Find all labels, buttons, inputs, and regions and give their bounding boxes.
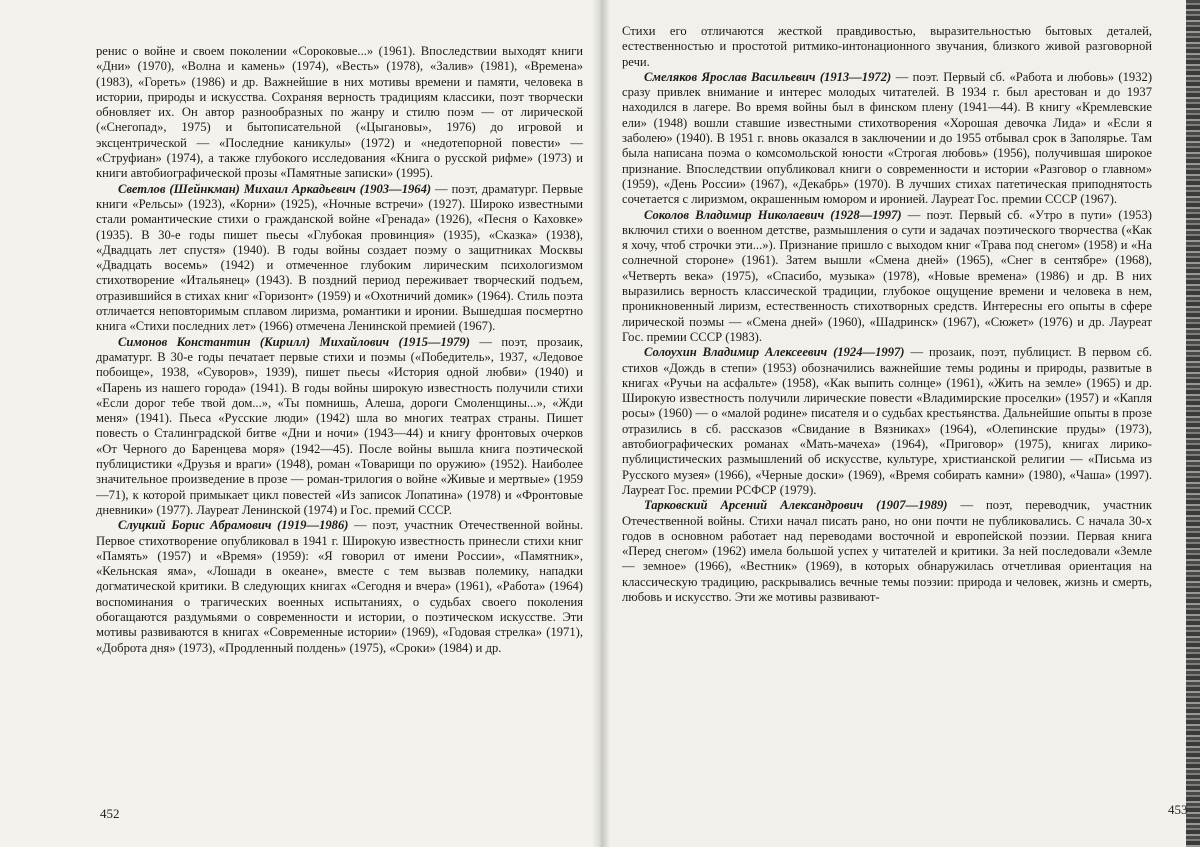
page-number: 452: [100, 806, 120, 821]
entry-paragraph: [96, 182, 583, 335]
entry-text: — поэт, прозаик, драматург. В 30-е годы печатает первые стихи и поэмы («Победитель», 1937, «Ледовое побоище», 1938, «Суворов», 1939), пишет пьесы «История одной любви» (1940) и «Парень из нашего города» (1941). В годы войны широкую известность получили стихи «Если дорог тебе твой дом...», «Ты помнишь, Алеша, дороги Смоленщины...», «Жди меня» (1941). Пьеса «Русские люди» (1942) шла во многих театрах страны. Пишет повесть о Сталинградской битве «Дни и ночи» (1943—44) и книгу фронтовых очерков «От Черного до Баренцева моря» (1942—45). После войны вышла книга поэтической публицистики «Друзья и враги» (1948), роман «Товарищи по оружию» (1952). Наиболее значительное произведение в прозе — роман-трилогия о войне «Живые и мертвые» (1959—71), к которой примыкает цикл повестей «Из записок Лопатина» (1978) и «Фронтовые дневники» (1977). Лауреат Ленинской (1974) и Гос. премий СССР.: [96, 334, 583, 517]
entry-paragraph: [622, 70, 1152, 208]
entry-text: — поэт. Первый сб. «Работа и любовь» (1932) сразу привлек внимание и интерес молодых читателей. В 1934 г. был арестован и до 1937 находился в лагере. Во время войны был в финском плену (1941—44). В книгу «Кремлевские ели» (1948) вошли ставшие известными стихотворения «Хорошая девочка Лида» и «Если я заболею» (1940). В 1951 г. вновь оказался в заключении и до 1955 отбывал срок в Заполярье. Там была написана поэма о комсомольской юности «Строгая любовь» (1956), получившая широкое признание. Впоследствии опубликовал книги о современности и истории «Разговор о главном» (1959), «День России» (1967), «Декабрь» (1970). В лучших стихах патетическая приподнятость сочетается с лиризмом, окрашенным юмором и иронией. Лауреат Гос. премии СССР (1967).: [622, 69, 1152, 207]
entry-name: Соколов Владимир Николаевич (1928—1997): [644, 207, 902, 222]
entry-text: — поэт. Первый сб. «Утро в пути» (1953) включил стихи о военном детстве, размышления о сути и задачах поэтического творчества («Как я хочу, чтоб строчки эти...»). Признание пришло с выходом книг «Трава под снегом» (1958) и «На солнечной стороне» (1961). Затем вышли «Смена дней» (1965), «Снег в сентябре» (1968), «Четверть века» (1975), «Спасибо, музыка» (1978), «Новые времена» (1986) и др. В них выразились верность классической традиции, глубокое ощущение времени и человека в нем, проникновенный лиризм, естественность стихотворных средств. Интересны его опыты в сфере лирической поэмы — «Смена дней» (1960), «Шадринск» (1967), «Сюжет» (1976) и др. Лауреат Гос. премии СССР (1983).: [622, 207, 1152, 344]
entry-paragraph: [96, 44, 583, 182]
entry-name: Тарковский Арсений Александрович (1907—1989): [644, 498, 948, 513]
entry-text: — поэт, переводчик, участник Отечественной войны. Стихи начал писать рано, но они почти не публиковались. С начала 30-х годов в основном работает над переводами восточной и европейской поэзии. Первая книга «Перед снегом» (1962) имела большой успех у читателей и критики. За ней последовали «Земле — земное» (1966), «Вестник» (1969), в которых обнаружилась отчетливая ориентация на классическую традицию, раскрывались вечные темы поэзии: природа и человек, жизнь и смерть, любовь и искусство. Эти же мотивы развивают-: [622, 498, 1152, 604]
right-page: [600, 0, 1200, 847]
left-page-text-column: [96, 44, 583, 814]
entry-text: — поэт, драматург. Первые книги «Рельсы» (1923), «Корни» (1925), «Ночные встречи» (1927). Широко известными стали романтические стихи о гражданской войне «Гренада» (1926), «Песня о Каховке» (1935). В 30-е годы пишет пьесы «Глубокая провинция» (1935), «Сказка» (1938), «Двадцать лет спустя» (1940). В годы войны создает поэму о защитниках Москвы «Двадцать восемь» (1942) и отмеченное глубоким лирическим психологизмом стихотворение «Итальянец» (1943). В поздний период переживает творческий подъем, отразившийся в стихах книг «Горизонт» (1959) и «Охотничий домик» (1964). Стиль поэта отличается неповторимым сплавом лиризма, романтики и иронии. Вышедшая посмертно книга «Стихи последних лет» (1966) отмечена Ленинской премией (1967).: [96, 181, 583, 334]
entry-paragraph: [96, 335, 583, 519]
entry-paragraph: [622, 498, 1152, 605]
entry-name: Симонов Константин (Кирилл) Михайлович (1915—1979): [118, 334, 470, 349]
entry-text: — поэт, участник Отечественной войны. Первое стихотворение опубликовал в 1941 г. Широкую известность принесли стихи книг «Память» (1957) и «Время» (1959): «Я говорил от имени России», «Памятник», «Кельнская яма», «Лошади в океане», вместе с тем вызвав полемику, нападки догматической критики. В следующих книгах «Сегодня и вчера» (1961), «Работа» (1964) воспоминания о трагических военных испытаниях, о судьбах своего поколения обогащаются раздумьями о современности и истории, о поэтическом искусстве. Эти мотивы развиваются в книгах «Современные истории» (1969), «Годовая стрелка» (1971), «Доброта дня» (1973), «Продленный полдень» (1975), «Сроки» (1984) и др.: [96, 518, 583, 655]
entry-text: — прозаик, поэт, публицист. В первом сб. стихов «Дождь в степи» (1953) обозначились важнейшие темы родины и природы, развитые в книгах «Ручьи на асфальте» (1958), «Как выпить солнце» (1961), «Жить на земле» (1965) и др. Широкую известность получили лирические повести «Владимирские проселки» (1957) и «Капля росы» (1960) — о «малой родине» писателя и о судьбах крестьянства. Дальнейшие опыты в прозе отразились в сб. рассказов «Свидание в Вязниках» (1964), «Олепинские пруды» (1973), автобиографических романах «Мать-мачеха» (1964), «Приговор» (1975), книгах лирико-публицистических размышлений об искусстве, культуре, христианской религии — «Письма из Русского музея» (1966), «Черные доски» (1969), «Время собирать камни» (1980), «Чаша» (1997). Лауреат Гос. премии РСФСР (1979).: [622, 345, 1152, 497]
entry-paragraph: [96, 518, 583, 656]
entry-paragraph: [622, 208, 1152, 346]
right-page-text-column: [622, 24, 1152, 804]
page-edge-shadow: [1186, 0, 1200, 847]
entry-text: Стихи его отличаются жесткой правдивостью, выразительностью бытовых деталей, естественностью и простотой ритмико-интонационного звучания, близкого живой разговорной речи.: [622, 24, 1152, 69]
page-number: 453: [1168, 802, 1188, 817]
entry-paragraph: [622, 345, 1152, 498]
entry-name: Слуцкий Борис Абрамович (1919—1986): [118, 518, 349, 533]
entry-name: Светлов (Шейнкман) Михаил Аркадьевич (1903—1964): [118, 181, 432, 196]
entry-paragraph: [622, 24, 1152, 70]
entry-text: ренис о войне и своем поколении «Сороковые...» (1961). Впоследствии выходят книги «Дни» (1970), «Волна и камень» (1974), «Весть» (1978), «Залив» (1981), «Времена» (1983), «Гореть» (1986) и др. Важнейшие в них мотивы времени и памяти, человека в истории, природы и искусства. Сохраняя верность традициям классики, поэт творчески обновляет их. Он автор разнообразных по жанру и стилю поэм — от лирической («Снегопад», 1975) и бытописательной («Цыгановы», 1976) до игровой и эксцентрической — «Последние каникулы» (1972) и «недотепорной повести» — «Струфиан» (1974), а также глубокого исследования «Книга о русской рифме» (1973) и книги автобиографической прозы «Памятные записки» (1995).: [96, 44, 583, 181]
entry-name: Смеляков Ярослав Васильевич (1913—1972): [644, 69, 892, 84]
book-gutter: [592, 0, 610, 847]
entry-name: Солоухин Владимир Алексеевич (1924—1997): [644, 345, 905, 360]
